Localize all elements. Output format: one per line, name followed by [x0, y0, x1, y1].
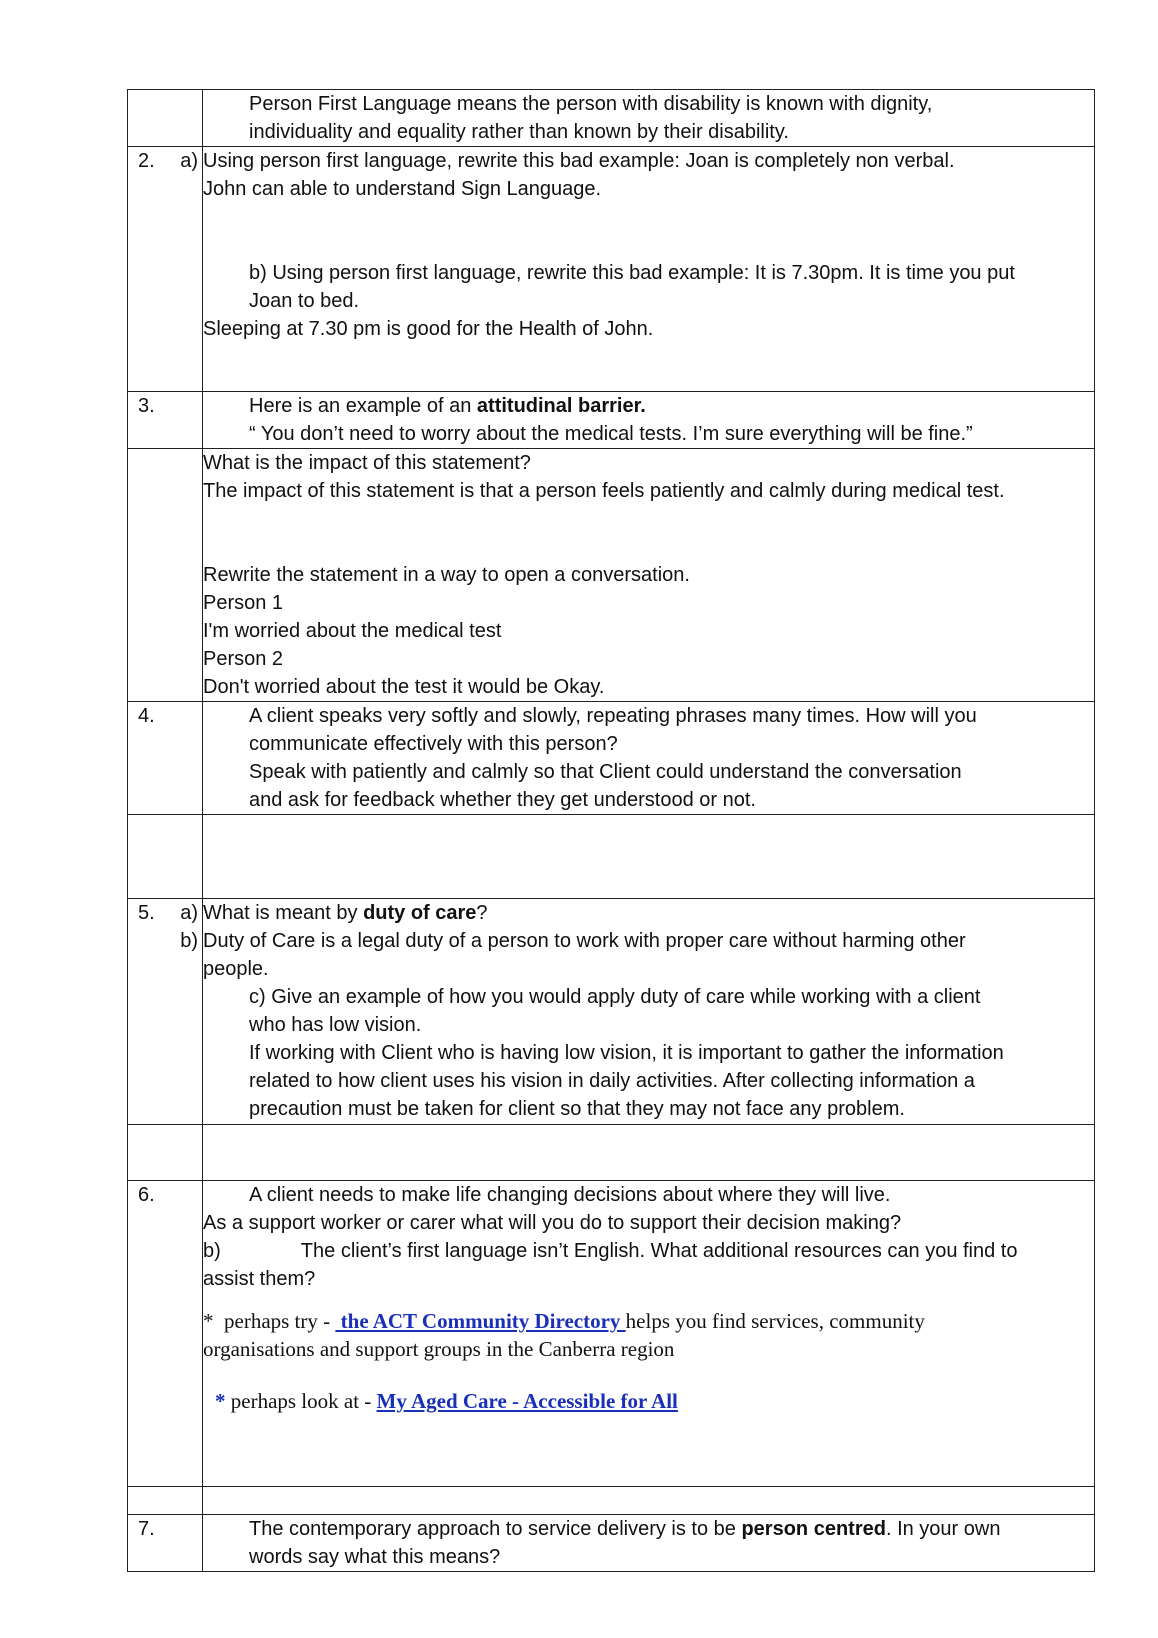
q4-answer-1: Speak with patiently and calmly so that Client could understand the conversation — [249, 761, 962, 783]
question-num: 5. — [138, 902, 155, 924]
number-cell — [128, 147, 203, 392]
question-num: 2. — [138, 150, 155, 172]
q3-impact-answer: The impact of this statement is that a person feels patiently and calmly during medical test. — [203, 480, 1005, 502]
empty-cell — [203, 1487, 1095, 1515]
question-2-cell — [203, 147, 1095, 392]
q3-person-2-line: Don't worried about the test it would be Okay. — [203, 676, 605, 698]
q3-rewrite-question: Rewrite the statement in a way to open a conversation. — [203, 564, 690, 586]
q3-person-1-line: I'm worried about the medical test — [203, 620, 502, 642]
star-icon: * — [215, 1389, 226, 1413]
q5c-line-1: c) Give an example of how you would apply duty of care while working with a client — [249, 986, 981, 1008]
q3-impact-question: What is the impact of this statement? — [203, 452, 531, 474]
q5b-line-1: Duty of Care is a legal duty of a person to work with proper care without harming other — [203, 930, 966, 952]
q7-question-1: The contemporary approach to service delivery is to be person centred. In your own — [249, 1518, 1001, 1540]
table-row — [128, 702, 1095, 815]
q5-answer-1: If working with Client who is having low vision, it is important to gather the information — [249, 1042, 1004, 1064]
intro-line-2: individuality and equality rather than known by their disability. — [249, 121, 789, 143]
question-3-cell — [203, 392, 1095, 449]
q2b-question-1: b) Using person first language, rewrite this bad example: It is 7.30pm. It is time you put — [249, 262, 1015, 284]
question-num: 7. — [138, 1518, 155, 1540]
number-cell — [128, 1487, 203, 1515]
table-row — [128, 815, 1095, 899]
question-number — [138, 899, 202, 927]
my-aged-care-link[interactable]: My Aged Care - Accessible for All — [376, 1389, 678, 1413]
bold-term: duty of care — [363, 902, 477, 924]
number-cell — [128, 449, 203, 702]
q5a-question: What is meant by duty of care? — [203, 902, 488, 924]
q2b-answer: Sleeping at 7.30 pm is good for the Health of John. — [203, 318, 654, 340]
table-row — [128, 1181, 1095, 1487]
question-3-answer-cell — [203, 449, 1095, 702]
part-label: b) — [180, 930, 198, 952]
question-num: 3. — [138, 395, 155, 417]
question-num: 4. — [138, 705, 155, 727]
table-row — [128, 1125, 1095, 1181]
number-cell — [128, 702, 203, 815]
table-row — [128, 899, 1095, 1125]
intro-line-1: Person First Language means the person with disability is known with dignity, — [249, 93, 933, 115]
question-4-cell — [203, 702, 1095, 815]
number-cell — [128, 1181, 203, 1487]
q2b-question-2: Joan to bed. — [249, 290, 360, 312]
q5-answer-2: related to how client uses his vision in daily activities. After collecting information a — [249, 1070, 975, 1092]
resource-tip-1-line-2: organisations and support groups in the Canberra region — [203, 1337, 675, 1361]
number-cell — [128, 1125, 203, 1181]
intro-cell — [203, 90, 1095, 147]
bold-term: person centred — [741, 1518, 886, 1540]
resource-tip-1: * perhaps try - the ACT Community Directory helps you find services, community — [203, 1309, 925, 1333]
q2a-answer: John can able to understand Sign Language. — [203, 178, 602, 200]
table-row — [128, 1487, 1095, 1515]
q3-intro: Here is an example of an attitudinal barrier. — [249, 395, 646, 417]
q5-answer-3: precaution must be taken for client so that they may not face any problem. — [249, 1098, 905, 1120]
empty-cell — [203, 815, 1095, 899]
question-6-cell — [203, 1181, 1095, 1487]
q7-question-2: words say what this means? — [249, 1546, 501, 1568]
q4-question-2: communicate effectively with this person? — [249, 733, 618, 755]
q5b-line-2: people. — [203, 958, 269, 980]
table-row — [128, 449, 1095, 702]
number-cell — [128, 392, 203, 449]
q3-quote: “ You don’t need to worry about the medical tests. I’m sure everything will be fine.” — [249, 423, 973, 445]
question-7-cell — [203, 1515, 1095, 1572]
empty-cell — [203, 1125, 1095, 1181]
q6-question-2: As a support worker or carer what will you do to support their decision making? — [203, 1212, 902, 1234]
q5c-line-2: who has low vision. — [249, 1014, 422, 1036]
question-num: 6. — [138, 1184, 155, 1206]
table-row — [128, 1515, 1095, 1572]
q6b-question-2: assist them? — [203, 1268, 316, 1290]
q4-answer-2: and ask for feedback whether they get understood or not. — [249, 789, 756, 811]
worksheet-table — [127, 89, 1095, 1572]
number-cell — [128, 1515, 203, 1572]
q3-person-1: Person 1 — [203, 592, 284, 614]
act-community-directory-link[interactable]: the ACT Community Directory — [335, 1309, 626, 1333]
table-row — [128, 392, 1095, 449]
q6-question-1: A client needs to make life changing decisions about where they will live. — [249, 1184, 891, 1206]
table-row — [128, 147, 1095, 392]
table-row — [128, 90, 1095, 147]
bold-term: attitudinal barrier. — [476, 395, 646, 417]
number-cell — [128, 899, 203, 1125]
resource-tip-2: * perhaps look at - My Aged Care - Accessible for All — [215, 1389, 678, 1413]
question-5-cell — [203, 899, 1095, 1125]
q3-person-2: Person 2 — [203, 648, 284, 670]
part-label: a) — [180, 150, 198, 172]
q6b-question: b) The client’s first language isn’t English. What additional resources can you find to — [203, 1240, 1018, 1262]
number-cell — [128, 90, 203, 147]
q2a-question: Using person first language, rewrite this bad example: Joan is completely non verbal. — [203, 150, 955, 172]
q4-question-1: A client speaks very softly and slowly, repeating phrases many times. How will you — [249, 705, 977, 727]
part-label: a) — [180, 902, 198, 924]
question-number — [138, 147, 202, 175]
number-cell — [128, 815, 203, 899]
